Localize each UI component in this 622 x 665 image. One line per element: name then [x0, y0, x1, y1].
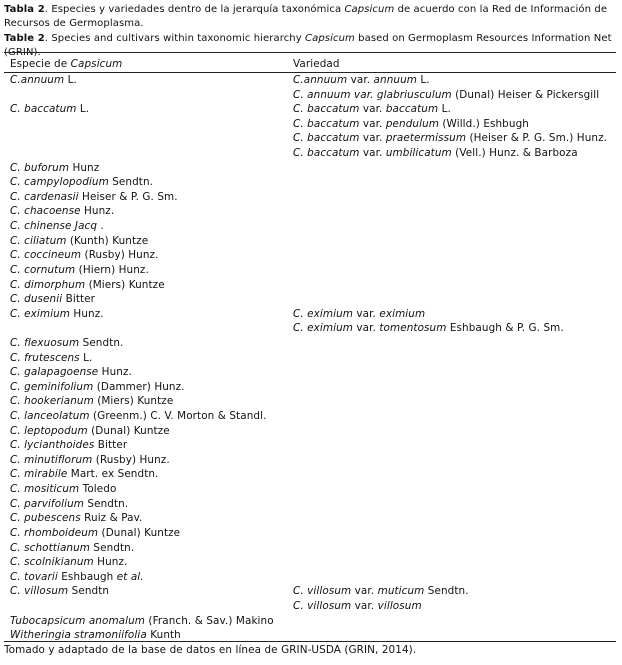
variety-cell [293, 102, 451, 117]
taxon-name: Witheringia stramoniifolia [10, 629, 147, 642]
authority-text: Hunz. [70, 307, 104, 320]
caption-label: Tabla 2 [4, 4, 45, 15]
authority-text: Toledo [79, 483, 117, 496]
taxon-name: C. baccatum [293, 132, 360, 145]
taxon-name: eximium [379, 307, 426, 320]
species-cell [10, 365, 132, 380]
table-row [0, 161, 622, 176]
species-cell [10, 497, 128, 512]
authority-text: var. [359, 132, 386, 145]
taxon-name: muticum [377, 585, 425, 598]
taxon-name: C. dusenii [10, 293, 63, 306]
authority-text: (Miers) Kuntze [85, 278, 165, 291]
taxon-name: C. baccatum [293, 103, 360, 116]
table-row [0, 497, 622, 512]
table-row [0, 365, 622, 380]
taxon-name: baccatum [385, 103, 439, 116]
authority-text: var. [347, 74, 374, 86]
authority-text: L. [438, 103, 451, 116]
authority-text: Hunz. [98, 366, 132, 379]
taxon-name: C. leptopodum [10, 424, 88, 437]
taxon-name: C. baccatum [10, 103, 77, 116]
taxon-name: C. chacoense [10, 205, 81, 218]
authority-text: Heiser & P. G. Sm. [78, 190, 178, 203]
table-row [0, 102, 622, 117]
authority-text: (Kunth) Kuntze [66, 234, 149, 247]
authority-text: (Dammer) Hunz. [93, 380, 185, 393]
authority-text: Hunz [69, 161, 100, 174]
taxon-name: Tubocapsicum anomalum [10, 614, 146, 627]
authority-text: (Heiser & P. G. Sm.) Hunz. [466, 132, 608, 145]
table-row [0, 292, 622, 307]
authority-text: var. [351, 599, 378, 612]
table-row [0, 190, 622, 205]
species-cell [10, 175, 153, 190]
authority-text: (Dunal) Kuntze [87, 424, 170, 437]
authority-text: (Franch. & Sav.) Makino [145, 614, 274, 627]
taxon-name: villosum [377, 599, 422, 612]
table-row [0, 584, 622, 599]
authority-text: Sendtn. [424, 585, 469, 598]
species-cell [10, 190, 178, 205]
authority-text: L. [79, 351, 93, 364]
species-cell [10, 438, 127, 453]
table-row [0, 234, 622, 249]
taxon-name: C. minutiflorum [10, 453, 93, 466]
species-cell [10, 219, 104, 234]
authority-text: (Willd.) Eshbugh [439, 117, 529, 130]
species-cell [10, 409, 266, 424]
species-cell [10, 453, 170, 468]
authority-text: (Dunal) Kuntze [98, 526, 181, 539]
table-row [0, 248, 622, 263]
taxon-name: C. scolnikianum [10, 556, 94, 569]
species-cell [10, 263, 149, 278]
taxon-name: C. hookerianum [10, 395, 94, 408]
species-cell [10, 614, 274, 629]
variety-cell [293, 73, 430, 88]
taxon-name: C. parvifolium [10, 497, 85, 510]
taxon-name: C. ciliatum [10, 234, 67, 247]
column-header-species: Especie de Capsicum [10, 58, 123, 70]
table-row [0, 438, 622, 453]
authority-text: Sendtn [68, 585, 110, 598]
table-row [0, 511, 622, 526]
taxon-name: C. baccatum [293, 117, 360, 130]
authority-text: . [97, 220, 104, 233]
taxon-name: C. dimorphum [10, 278, 86, 291]
table-body [0, 73, 622, 643]
table-footnote: Tomado y adaptado de la base de datos en línea de GRIN-USDA (GRIN, 2014). [4, 644, 417, 656]
taxon-name: praetermissum [385, 132, 467, 145]
variety-cell [293, 584, 469, 599]
taxon-name: C. chinense Jacq [10, 220, 98, 233]
table-row [0, 424, 622, 439]
taxon-name: C.annuum [293, 74, 348, 86]
authority-text: (Miers) Kuntze [93, 395, 174, 408]
authority-text: Kunth [146, 629, 181, 642]
species-cell [10, 102, 89, 117]
taxon-name: C. galapagoense [10, 366, 99, 379]
variety-cell [293, 117, 529, 132]
table-row [0, 263, 622, 278]
authority-text: var. [353, 322, 380, 335]
table-row [0, 117, 622, 132]
species-cell [10, 278, 165, 293]
species-cell [10, 307, 104, 322]
authority-text: var. [359, 147, 386, 160]
taxon-name: C. eximium [293, 322, 354, 335]
table-row [0, 351, 622, 366]
column-header-variety: Variedad [293, 58, 340, 70]
species-cell [10, 234, 148, 249]
table-row [0, 570, 622, 585]
species-cell [10, 511, 142, 526]
species-cell [10, 336, 123, 351]
species-cell [10, 204, 114, 219]
species-cell [10, 292, 95, 307]
table-row [0, 307, 622, 322]
table-row [0, 278, 622, 293]
variety-cell [293, 146, 578, 161]
table-row [0, 614, 622, 629]
taxon-name: C. lanceolatum [10, 410, 90, 423]
authority-text: Sendtn. [90, 541, 135, 554]
table-top-rule [4, 52, 616, 53]
taxon-name: C. campylopodium [10, 176, 109, 189]
authority-text: Bitter [62, 293, 96, 306]
variety-cell [293, 131, 607, 146]
taxon-name: C. coccineum [10, 249, 82, 262]
authority-text: (Hiern) Hunz. [75, 263, 149, 276]
table-row [0, 467, 622, 482]
species-cell [10, 482, 116, 497]
authority-text: Sendtn. [79, 336, 124, 349]
authority-text: (Dunal) Heiser & Pickersgill [451, 88, 600, 101]
authority-text: Bitter [94, 439, 128, 452]
table-row [0, 541, 622, 556]
table-row [0, 482, 622, 497]
table-row [0, 555, 622, 570]
species-cell [10, 248, 159, 263]
authority-text: Ruiz & Pav. [80, 512, 143, 525]
taxon-name: C. mositicum [10, 483, 80, 496]
authority-text: (Greenm.) C. V. Morton & Standl. [89, 410, 267, 423]
species-cell [10, 584, 109, 599]
authority-text: var. [359, 103, 386, 116]
taxon-name: umbilicatum [385, 147, 452, 160]
authority-text: L. [76, 103, 90, 116]
authority-text: L. [416, 74, 430, 86]
table-row [0, 453, 622, 468]
table-row [0, 204, 622, 219]
taxon-name: C. eximium [293, 307, 354, 320]
taxon-name: C.annuum [10, 74, 65, 86]
taxon-name: C. cardenasii [10, 190, 79, 203]
taxon-name: C. villosum [293, 585, 352, 598]
taxon-name: C. cornutum [10, 263, 76, 276]
authority-text: (Rusby) Hunz. [81, 249, 159, 262]
species-cell [10, 541, 134, 556]
authority-text: Eshbaugh & P. G. Sm. [446, 322, 564, 335]
caption-spanish: Tabla 2. Especies y variedades dentro de la jerarquía taxonómica Capsicum de acuerdo con la Red de Información de Recursos de Germoplasma. [4, 4, 608, 29]
authority-text: var. [359, 117, 386, 130]
taxon-name: C. schottianum [10, 541, 91, 554]
authority-text: Mart. ex Sendtn. [67, 468, 159, 481]
taxon-name: C. tovarii [10, 570, 58, 583]
taxon-name: C. annuum var. glabriusculum [293, 88, 452, 101]
table-row [0, 73, 622, 88]
species-cell [10, 570, 144, 585]
table-row [0, 526, 622, 541]
caption-label: Table 2 [4, 33, 45, 44]
taxon-name: C. rhomboideum [10, 526, 99, 539]
authority-text: var. [353, 307, 380, 320]
authority-text: Hunz. [80, 205, 115, 218]
authority-text: Hunz. [93, 556, 128, 569]
species-cell [10, 380, 185, 395]
species-cell [10, 73, 77, 88]
taxon-name: C. eximium [10, 307, 71, 320]
taxon-name: C. pubescens [10, 512, 81, 525]
authority-text: Eshbaugh [57, 570, 117, 583]
species-cell [10, 351, 92, 366]
species-cell [10, 526, 180, 541]
taxon-name: C. lycianthoides [10, 439, 95, 452]
authority-text: (Rusby) Hunz. [92, 453, 170, 466]
species-cell [10, 161, 99, 176]
table-row [0, 146, 622, 161]
species-cell [10, 555, 127, 570]
taxon-name: annuum [373, 74, 417, 86]
species-cell [10, 394, 173, 409]
table-row [0, 409, 622, 424]
authority-text: L. [64, 74, 77, 86]
variety-cell [293, 88, 599, 103]
authority-text: Sendtn. [108, 176, 154, 189]
taxon-name: C. baccatum [293, 147, 360, 160]
taxon-name: C. mirabile [10, 468, 68, 481]
authority-text: (Vell.) Hunz. & Barboza [451, 147, 578, 160]
authority-text: Sendtn. [84, 497, 129, 510]
table-row [0, 88, 622, 103]
species-cell [10, 424, 170, 439]
taxon-name: C. geminifolium [10, 380, 94, 393]
table-row [0, 131, 622, 146]
taxon-name: C. villosum [10, 585, 69, 598]
caption-english: Table 2. Species and cultivars within taxonomic hierarchy Capsicum based on Germoplasm Resources Information Net [4, 33, 612, 44]
taxon-name: tomentosum [379, 322, 447, 335]
taxon-name: pendulum [385, 117, 439, 130]
taxon-name: C. flexuosum [10, 336, 80, 349]
species-cell [10, 467, 158, 482]
variety-cell [293, 307, 425, 322]
table-row [0, 394, 622, 409]
taxon-name: C. frutescens [10, 351, 80, 364]
table-row [0, 380, 622, 395]
taxon-name: et al. [116, 570, 144, 583]
table-row [0, 219, 622, 234]
table-row [0, 175, 622, 190]
table-row [0, 321, 622, 336]
taxon-name: C. buforum [10, 161, 70, 174]
variety-cell [293, 321, 564, 336]
table-row [0, 599, 622, 614]
authority-text: var. [351, 585, 378, 598]
table-row [0, 336, 622, 351]
variety-cell [293, 599, 422, 614]
taxon-name: C. villosum [293, 599, 352, 612]
